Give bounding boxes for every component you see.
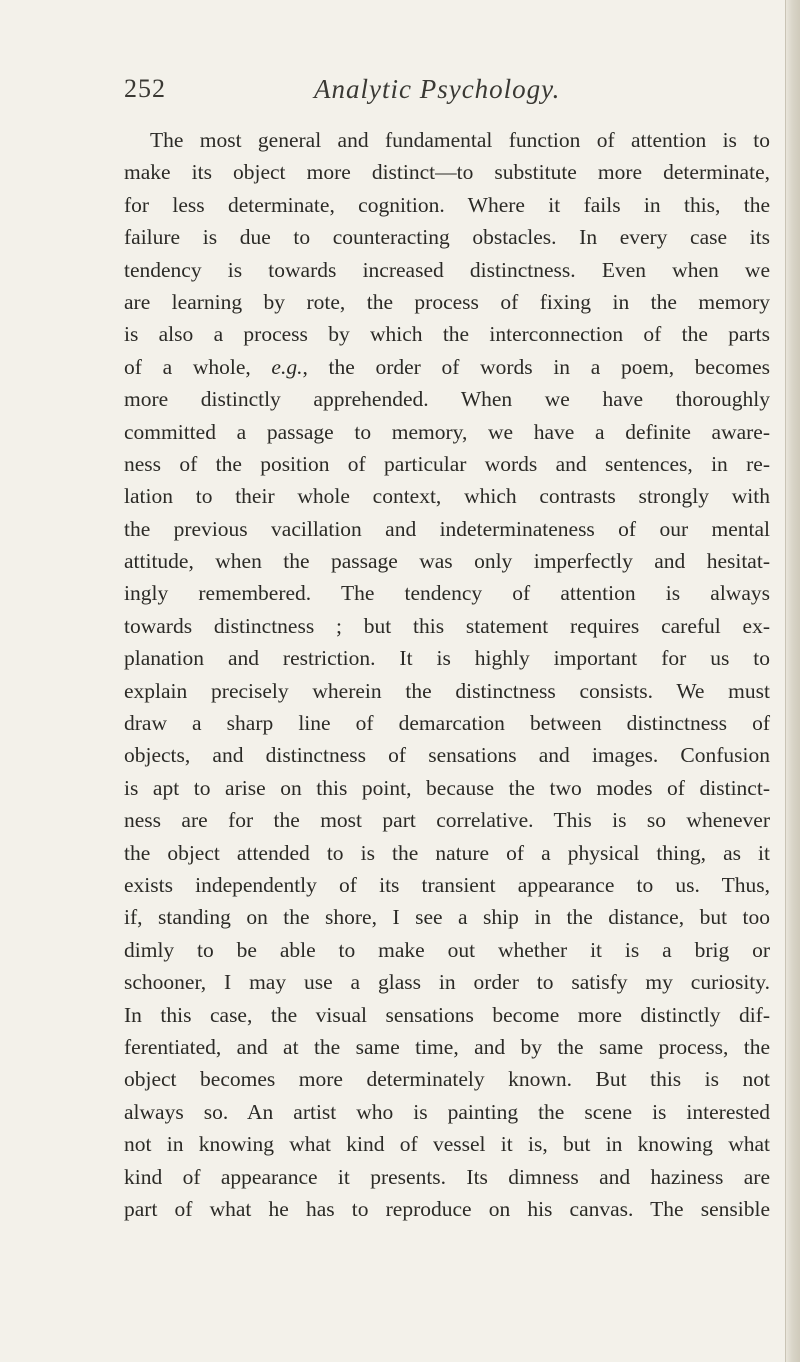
text-line: attitude, when the passage was only imperfectly and hesitat- [124, 549, 770, 574]
text-line: ness of the position of particular words and sentences, in re- [124, 451, 770, 476]
text-line: is also a process by which the interconnection of the parts [124, 322, 770, 347]
text-line: not in knowing what kind of vessel it is, but in knowing what [124, 1132, 770, 1157]
text-line: if, standing on the shore, I see a ship in the distance, but too [124, 905, 770, 930]
text-line: objects, and distinctness of sensations and images. Confusion [124, 743, 770, 768]
page-header [124, 74, 764, 114]
text-line: are learning by rote, the process of fixing in the memory [124, 289, 770, 314]
text-line: tendency is towards increased distinctness. Even when we [124, 257, 770, 282]
page-number: 252 [124, 74, 166, 103]
text-line: ness are for the most part correlative. This is so whenever [124, 808, 770, 833]
text-line: the previous vacillation and indeterminateness of our mental [124, 516, 770, 541]
text-line: the object attended to is the nature of a physical thing, as it [124, 840, 770, 865]
text-line: committed a passage to memory, we have a definite aware- [124, 419, 770, 444]
text-line: lation to their whole context, which contrasts strongly with [124, 484, 770, 509]
italic-abbreviation: e.g. [271, 354, 303, 379]
page-edge [785, 0, 800, 1362]
text-line: more distinctly apprehended. When we have thoroughly [124, 387, 770, 412]
text-line: of a whole, e.g., the order of words in a poem, becomes [124, 354, 771, 379]
text-line: part of what he has to reproduce on his canvas. The sensible [124, 1196, 770, 1221]
text-line: is apt to arise on this point, because the two modes of distinct- [124, 775, 770, 800]
text-line: object becomes more determinately known. But this is not [124, 1067, 770, 1092]
text-line: explain precisely wherein the distinctness consists. We must [124, 678, 770, 703]
text-line: always so. An artist who is painting the scene is interested [124, 1099, 770, 1124]
text-line: ingly remembered. The tendency of attention is always [124, 581, 770, 606]
text-line: schooner, I may use a glass in order to satisfy my curiosity. [124, 970, 770, 995]
text-line: dimly to be able to make out whether it is a brig or [124, 937, 770, 962]
text-line: In this case, the visual sensations become more distinctly dif- [124, 1002, 770, 1027]
text-line: The most general and fundamental function of attention is to [150, 128, 770, 152]
text-line: kind of appearance it presents. Its dimness and haziness are [124, 1164, 770, 1189]
text-line: make its object more distinct—to substitute more determinate, [124, 160, 770, 185]
running-head: Analytic Psychology. [314, 74, 561, 104]
text-line: planation and restriction. It is highly important for us to [124, 646, 770, 671]
text-line: for less determinate, cognition. Where it fails in this, the [124, 192, 770, 217]
text-line: failure is due to counteracting obstacles. In every case its [124, 225, 770, 250]
body-text [124, 124, 770, 1225]
text-line: ferentiated, and at the same time, and by the same process, the [124, 1034, 770, 1059]
text-line: draw a sharp line of demarcation between distinctness of [124, 711, 770, 736]
text-line: exists independently of its transient appearance to us. Thus, [124, 872, 770, 897]
text-line: towards distinctness ; but this statement requires careful ex- [124, 613, 770, 638]
